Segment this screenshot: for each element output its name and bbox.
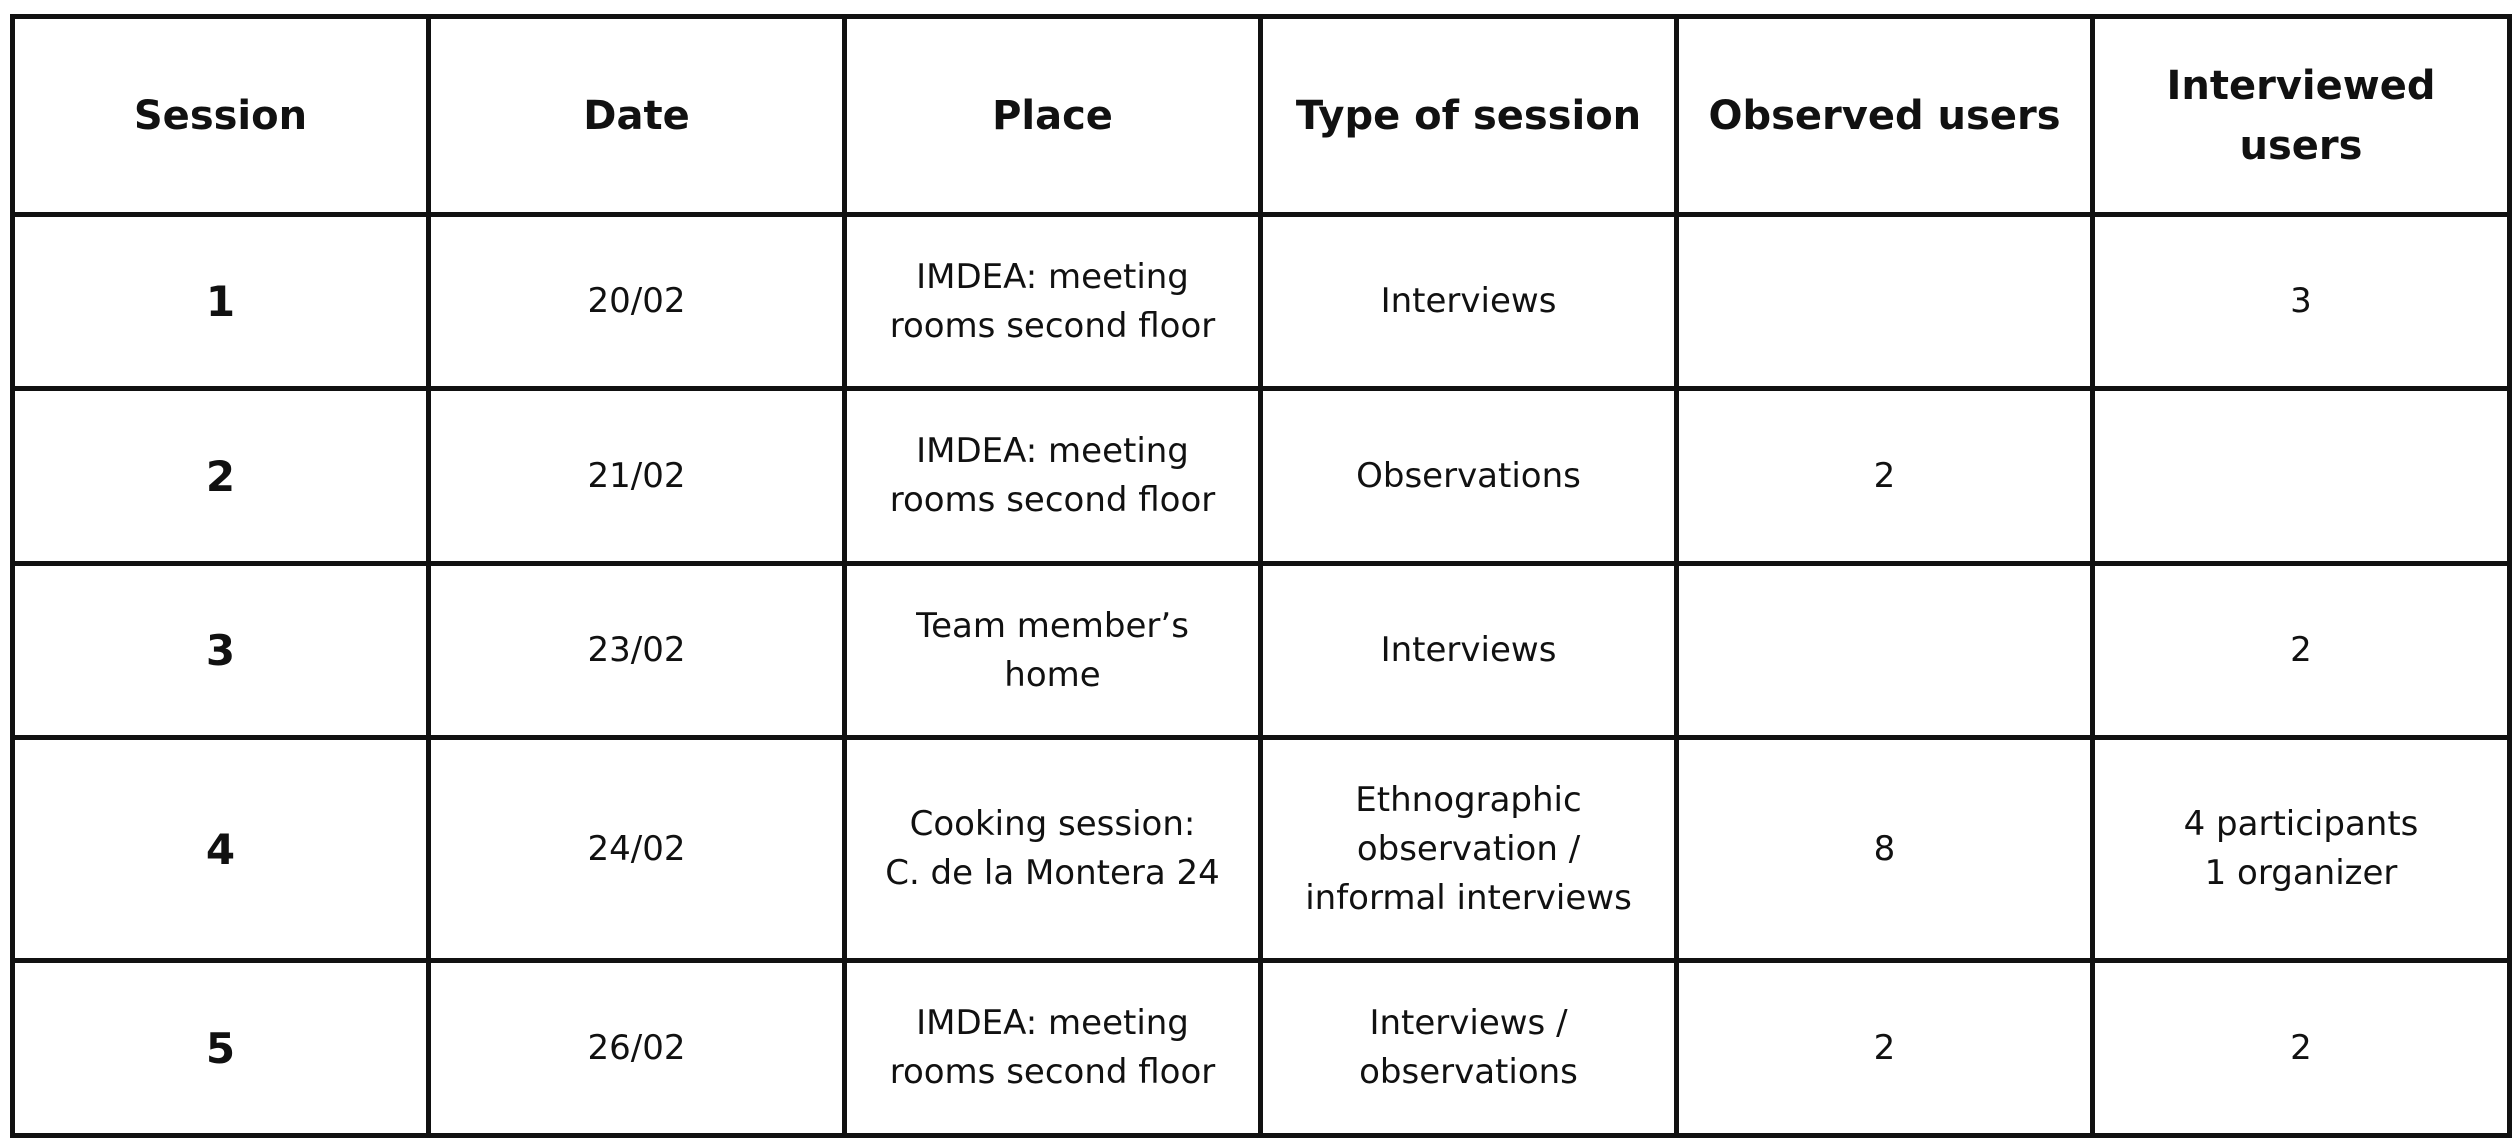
table-row [13, 738, 2510, 961]
cell-type [1261, 215, 1677, 389]
type-line: Interviews [1380, 281, 1557, 321]
cell-session: 3 [13, 564, 429, 738]
interviewed-line: 2 [2290, 1027, 2312, 1068]
header-row [13, 17, 2510, 215]
cell-date: 23/02 [429, 564, 845, 738]
cell-observed [1677, 215, 2093, 389]
cell-place [845, 389, 1261, 564]
table-row [13, 215, 2510, 389]
cell-interviewed [2093, 215, 2510, 389]
place-line: rooms second floor [889, 480, 1216, 520]
place-line: IMDEA: meeting [916, 431, 1189, 471]
sessions-table [10, 14, 2512, 1138]
cell-type [1261, 389, 1677, 564]
type-line: observation / [1356, 828, 1581, 869]
header-place: Place [845, 17, 1261, 215]
type-line: observations [1359, 1052, 1578, 1092]
type-line: Interviews [1380, 630, 1557, 670]
table-row [13, 961, 2510, 1136]
place-line: rooms second floor [889, 305, 1216, 346]
place-line: Cooking session: [909, 804, 1196, 844]
type-line: Observations [1356, 455, 1581, 496]
table-row [13, 564, 2510, 738]
place-line: home [1004, 654, 1101, 695]
cell-type [1261, 961, 1677, 1136]
cell-session: 2 [13, 389, 429, 564]
cell-session: 5 [13, 961, 429, 1136]
cell-place [845, 961, 1261, 1136]
header-interviewed-users [2093, 17, 2510, 215]
header-session: Session [13, 17, 429, 215]
cell-observed [1677, 564, 2093, 738]
interviewed-line: 2 [2290, 630, 2312, 670]
header-interviewed-line: users [2239, 122, 2363, 169]
cell-place [845, 738, 1261, 961]
interviewed-line: 4 participants [2183, 804, 2419, 844]
cell-place [845, 215, 1261, 389]
cell-date: 26/02 [429, 961, 845, 1136]
place-line: Team member’s [916, 605, 1189, 646]
header-interviewed-line: Interviewed [2166, 62, 2436, 109]
header-observed-users: Observed users [1677, 17, 2093, 215]
cell-observed: 8 [1677, 738, 2093, 961]
cell-interviewed [2093, 564, 2510, 738]
type-line: Ethnographic [1355, 779, 1582, 820]
cell-observed: 2 [1677, 961, 2093, 1136]
cell-date: 20/02 [429, 215, 845, 389]
place-line: rooms second floor [889, 1052, 1216, 1092]
cell-observed: 2 [1677, 389, 2093, 564]
cell-interviewed [2093, 961, 2510, 1136]
cell-date: 24/02 [429, 738, 845, 961]
interviewed-line: 1 organizer [2204, 853, 2398, 893]
interviewed-line: 3 [2290, 281, 2312, 321]
type-line: Interviews / [1369, 1003, 1568, 1043]
cell-place [845, 564, 1261, 738]
type-line: informal interviews [1305, 877, 1632, 918]
place-line: C. de la Montera 24 [885, 853, 1220, 893]
cell-type [1261, 738, 1677, 961]
cell-type [1261, 564, 1677, 738]
cell-date: 21/02 [429, 389, 845, 564]
header-date: Date [429, 17, 845, 215]
table-row [13, 389, 2510, 564]
cell-session: 1 [13, 215, 429, 389]
cell-session: 4 [13, 738, 429, 961]
place-line: IMDEA: meeting [916, 256, 1189, 297]
header-type-of-session: Type of session [1261, 17, 1677, 215]
cell-interviewed [2093, 389, 2510, 564]
place-line: IMDEA: meeting [916, 1003, 1189, 1043]
cell-interviewed [2093, 738, 2510, 961]
